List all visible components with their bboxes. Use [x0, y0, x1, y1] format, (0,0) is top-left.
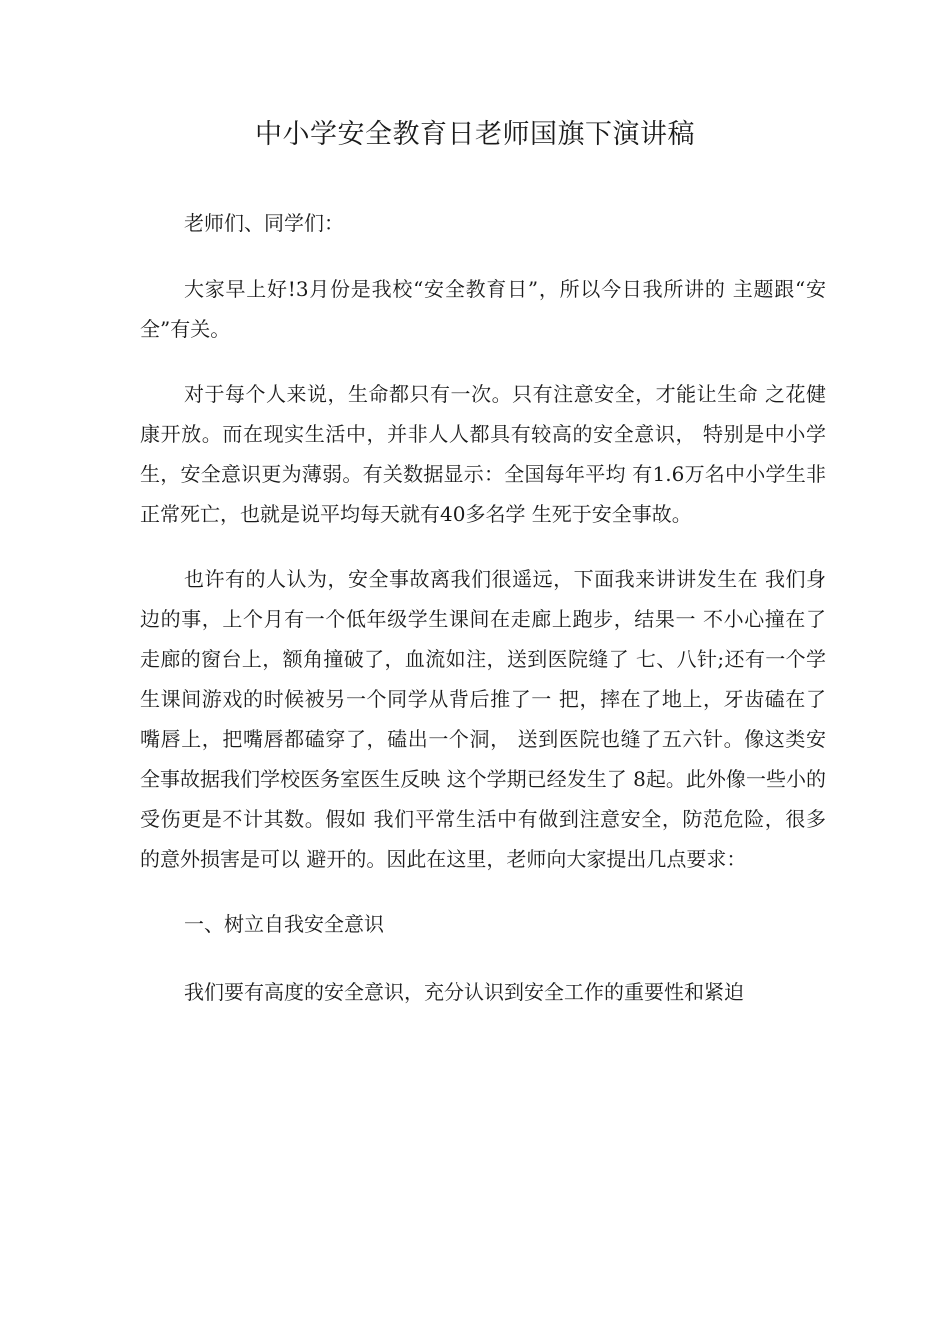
section-heading: 一、树立自我安全意识: [184, 912, 384, 936]
document-body: [140, 203, 826, 1037]
paragraph-incidents: 也许有的人认为，安全事故离我们很遥远，下面我来讲讲发生在 我们身边的事，上个月有一个低年级学生课间在走廊上跑步，结果一 不小心撞在了走廊的窗台上，额角撞破了，血流如注，送到医院缝了 七、八针;还有一个学生课间游戏的时候被另一个同学从背后推了一 把，摔在了地上，牙齿磕在了嘴唇上，把嘴唇都磕穿了，磕出一个洞， 送到医院也缝了五六针。像这类安全事故据我们学校医务室医生反映 这个学期已经发生了 8起。此外像一些小的受伤更是不计其数。假如 我们平常生活中有做到注意安全，防范危险，很多的意外损害是可以 避开的。因此在这里，老师向大家提出几点要求：: [140, 567, 826, 871]
paragraph-statistics: 对于每个人来说，生命都只有一次。只有注意安全，才能让生命 之花健康开放。而在现实生活中，并非人人都具有较高的安全意识， 特别是中小学生，安全意识更为薄弱。有关数据显示：全国每年平均 有1.6万名中小学生非正常死亡，也就是说平均每天就有40多名学 生死于安全事故。: [140, 382, 826, 526]
salutation: 老师们、同学们：: [184, 211, 344, 235]
paragraph-awareness: 我们要有高度的安全意识，充分认识到安全工作的重要性和紧迫: [184, 980, 744, 1004]
document-title: 中小学安全教育日老师国旗下演讲稿: [255, 119, 695, 150]
paragraph-greeting: 大家早上好!3月份是我校“安全教育日”，所以今日我所讲的 主题跟“安全”有关。: [140, 277, 826, 341]
